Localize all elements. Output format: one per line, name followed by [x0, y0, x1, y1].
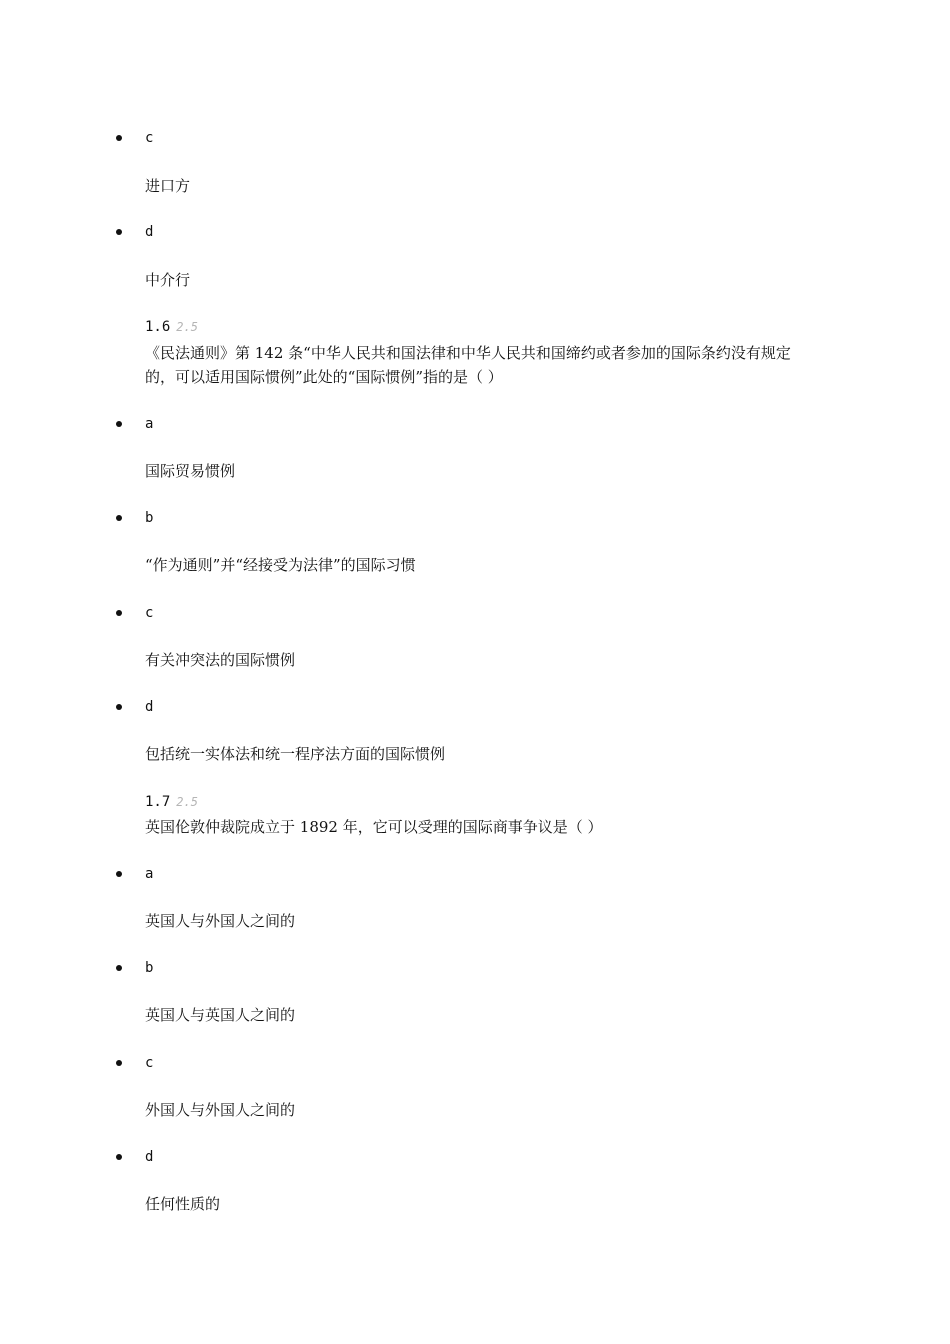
option-letter: b: [145, 510, 154, 526]
list-bullet: [116, 421, 122, 427]
option-text: 中介行: [145, 271, 191, 289]
question-score: 2.5: [176, 320, 198, 334]
option-letter: b: [145, 960, 154, 976]
option-letter: d: [145, 699, 154, 715]
option-text: 国际贸易惯例: [145, 462, 236, 480]
question-text: 《民法通则》第 142 条“中华人民共和国法律和中华人民共和国缔约或者参加的国际条约没有规定的，可以适用国际惯例”此处的“国际惯例”指的是（ ）: [145, 344, 791, 386]
list-bullet: [116, 965, 122, 971]
list-bullet: [116, 610, 122, 616]
option-text: “作为通则”并“经接受为法律”的国际习惯: [145, 556, 416, 574]
list-bullet: [116, 135, 122, 141]
option-letter: d: [145, 224, 154, 240]
list-bullet: [116, 229, 122, 235]
option-text: 任何性质的: [145, 1195, 221, 1213]
list-bullet: [116, 515, 122, 521]
list-bullet: [116, 1060, 122, 1066]
list-bullet: [116, 704, 122, 710]
option-letter: c: [145, 130, 154, 146]
option-letter: c: [145, 605, 154, 621]
option-text: 英国人与外国人之间的: [145, 912, 296, 930]
option-letter: d: [145, 1149, 154, 1165]
option-text: 进口方: [145, 177, 191, 195]
question-text: 英国伦敦仲裁院成立于 1892 年，它可以受理的国际商事争议是（ ）: [145, 818, 603, 836]
list-bullet: [116, 871, 122, 877]
option-text: 有关冲突法的国际惯例: [145, 651, 296, 669]
option-text: 外国人与外国人之间的: [145, 1101, 296, 1119]
option-letter: a: [145, 866, 154, 882]
option-text: 包括统一实体法和统一程序法方面的国际惯例: [145, 745, 446, 763]
question-number: 1.6: [145, 319, 171, 335]
option-letter: a: [145, 416, 154, 432]
question-score: 2.5: [176, 795, 198, 809]
option-letter: c: [145, 1055, 154, 1071]
list-bullet: [116, 1154, 122, 1160]
question-number-line: [145, 319, 198, 335]
question-number: 1.7: [145, 794, 171, 810]
question-number-line: [145, 794, 198, 810]
option-text: 英国人与英国人之间的: [145, 1006, 296, 1024]
